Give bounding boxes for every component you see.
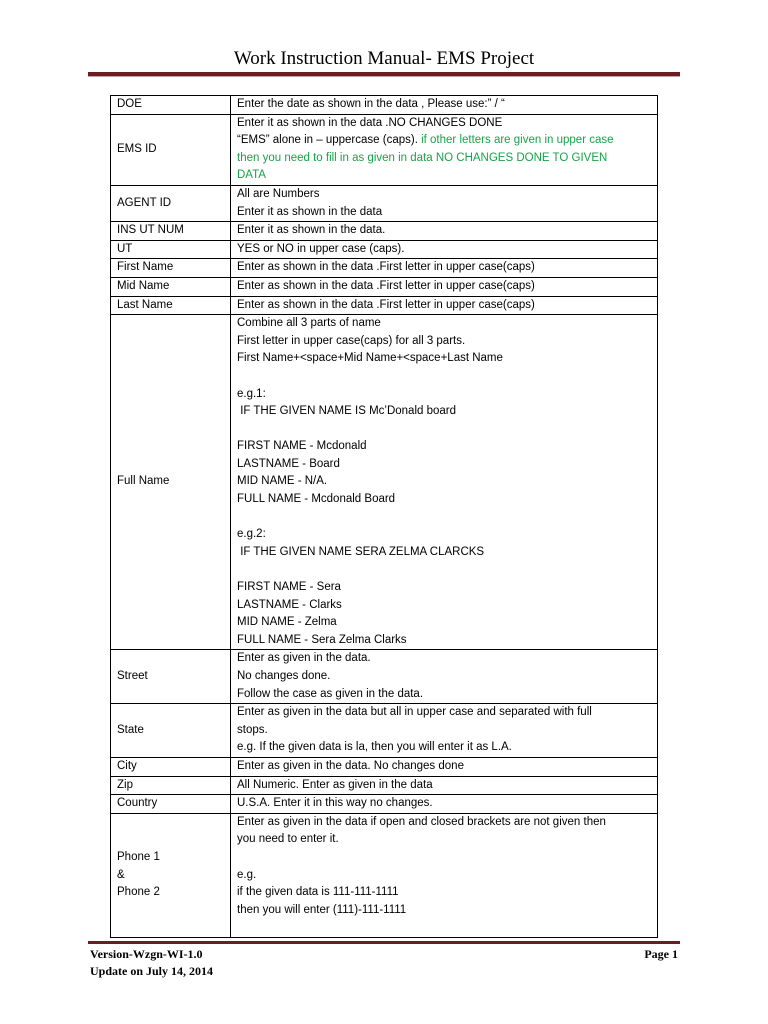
- instruction-text: IF THE GIVEN NAME IS Mc’Donald board: [237, 405, 457, 418]
- instruction-line: [237, 739, 651, 757]
- table-row: [111, 185, 658, 221]
- instruction-text: Enter as given in the data. No changes done: [237, 759, 464, 772]
- field-name: City: [117, 759, 137, 772]
- table-row: [111, 296, 658, 315]
- table-row: [111, 114, 658, 185]
- instruction-line: [237, 456, 651, 474]
- instruction-line: [237, 831, 651, 849]
- field-name-cell: [111, 296, 231, 315]
- instruction-text: e.g.2:: [237, 528, 266, 541]
- instruction-line: [237, 115, 651, 133]
- instruction-cell: [231, 185, 658, 221]
- instruction-line: [237, 315, 651, 333]
- instruction-text: Enter it as shown in the data .NO CHANGES DONE: [237, 116, 503, 129]
- table-row: [111, 277, 658, 296]
- instruction-line: [237, 204, 651, 222]
- instruction-line: [237, 186, 651, 204]
- field-name: DOE: [117, 98, 142, 110]
- footer-page-number: Page 1: [644, 947, 678, 961]
- highlighted-instruction-text: then you need to fill in as given in data NO CHANGES DONE TO GIVEN: [237, 151, 608, 164]
- footer-update-date: Update on July 14, 2014: [90, 964, 214, 978]
- instruction-text: All Numeric. Enter as given in the data: [237, 778, 433, 791]
- instruction-line: [237, 386, 651, 404]
- field-name: Phone 2: [117, 886, 160, 899]
- instruction-line: [237, 491, 651, 509]
- page-title: Work Instruction Manual- EMS Project: [233, 48, 535, 69]
- instruction-line: [237, 132, 651, 150]
- instruction-line: [237, 150, 651, 168]
- instruction-cell: [231, 795, 658, 814]
- instruction-text: FULL NAME - Sera Zelma Clarks: [237, 633, 407, 646]
- instruction-line: [237, 884, 651, 902]
- field-name-cell: [111, 704, 231, 758]
- table-row: [111, 757, 658, 776]
- instruction-cell: [231, 776, 658, 795]
- instruction-cell: [231, 315, 658, 650]
- field-name: Country: [117, 797, 158, 810]
- field-name-cell: [111, 315, 231, 650]
- instruction-text: then you will enter (111)-111-1111: [237, 903, 407, 916]
- instruction-cell: [231, 240, 658, 259]
- table-row: [111, 776, 658, 795]
- instruction-text: All are Numbers: [237, 187, 320, 200]
- instruction-text: First letter in upper case(caps) for all 3 parts.: [237, 334, 466, 347]
- instruction-text: No changes done.: [237, 670, 331, 682]
- table-row: [111, 650, 658, 704]
- instruction-line: [237, 919, 651, 937]
- instruction-text: “EMS” alone in – uppercase (caps).: [237, 134, 422, 147]
- instruction-text: FIRST NAME - Sera: [237, 581, 341, 594]
- table-row: [111, 259, 658, 278]
- title-divider: [88, 72, 680, 77]
- instruction-cell: [231, 757, 658, 776]
- field-name: Zip: [117, 778, 133, 791]
- instruction-text: MID NAME - Zelma: [237, 616, 337, 629]
- instruction-cell: [231, 704, 658, 758]
- instruction-line: [237, 902, 651, 920]
- instruction-line: [237, 259, 651, 277]
- instruction-line: [237, 650, 651, 668]
- table-row: [111, 704, 658, 758]
- instruction-text: IF THE GIVEN NAME SERA ZELMA CLARCKS: [237, 545, 485, 558]
- instruction-text: Combine all 3 parts of name: [237, 317, 381, 330]
- instruction-text: Enter as given in the data.: [237, 652, 371, 665]
- field-name: Last Name: [117, 298, 173, 311]
- field-name-cell: [111, 185, 231, 221]
- table-row: [111, 96, 658, 115]
- instruction-line: [237, 614, 651, 632]
- instruction-text: e.g.1:: [237, 387, 266, 400]
- instruction-text: e.g.: [237, 868, 257, 881]
- instruction-line: [237, 509, 651, 527]
- instruction-cell: [231, 114, 658, 185]
- instruction-line: [237, 704, 651, 722]
- instruction-line: [237, 544, 651, 562]
- field-name-cell: [111, 96, 231, 115]
- instruction-text: Enter the date as shown in the data , Please use:” / “: [237, 98, 505, 110]
- instruction-cell: [231, 813, 658, 937]
- field-name: Full Name: [117, 475, 170, 488]
- instruction-line: [237, 579, 651, 597]
- instruction-line: [237, 167, 651, 185]
- instruction-line: [237, 241, 651, 259]
- instruction-line: [237, 96, 651, 114]
- instruction-cell: [231, 277, 658, 296]
- instruction-line: [237, 350, 651, 368]
- instruction-text: YES or NO in upper case (caps).: [237, 242, 405, 255]
- field-name-cell: [111, 776, 231, 795]
- field-name: INS UT NUM: [117, 224, 184, 237]
- instruction-text: LASTNAME - Board: [237, 457, 340, 470]
- instruction-text: e.g. If the given data is la, then you will enter it as L.A.: [237, 741, 512, 754]
- instruction-cell: [231, 650, 658, 704]
- instruction-text: Enter as shown in the data .First letter in upper case(caps): [237, 279, 535, 292]
- instruction-line: [237, 368, 651, 386]
- instruction-line: [237, 632, 651, 650]
- field-name-cell: [111, 795, 231, 814]
- instruction-text: First Name+<space+Mid Name+<space+Last Name: [237, 352, 503, 365]
- field-name: EMS ID: [117, 142, 157, 155]
- instruction-cell: [231, 222, 658, 241]
- instruction-line: [237, 597, 651, 615]
- field-name: State: [117, 723, 144, 736]
- table-row: [111, 795, 658, 814]
- instruction-table: [110, 95, 658, 938]
- instruction-line: [237, 795, 651, 813]
- instruction-line: [237, 722, 651, 740]
- instruction-table-body: [111, 96, 658, 938]
- instruction-line: [237, 758, 651, 776]
- instruction-line: [237, 473, 651, 491]
- field-name-cell: [111, 222, 231, 241]
- instruction-text: stops.: [237, 723, 268, 736]
- instruction-line: [237, 777, 651, 795]
- instruction-text: Enter it as shown in the data.: [237, 224, 386, 237]
- instruction-text: you need to enter it.: [237, 833, 339, 846]
- instruction-line: [237, 686, 651, 704]
- instruction-line: [237, 297, 651, 315]
- instruction-line: [237, 438, 651, 456]
- instruction-line: [237, 403, 651, 421]
- instruction-text: LASTNAME - Clarks: [237, 598, 342, 611]
- instruction-text: FIRST NAME - Mcdonald: [237, 440, 367, 453]
- highlighted-instruction-text: if other letters are given in upper case: [421, 134, 614, 147]
- instruction-text: FULL NAME - Mcdonald Board: [237, 493, 396, 506]
- instruction-line: [237, 668, 651, 686]
- instruction-text: Enter as shown in the data .First letter in upper case(caps): [237, 261, 535, 274]
- field-name: &: [117, 868, 125, 881]
- instruction-text: MID NAME - N/A.: [237, 475, 328, 488]
- instruction-cell: [231, 96, 658, 115]
- instruction-line: [237, 526, 651, 544]
- field-name-cell: [111, 813, 231, 937]
- field-name: Mid Name: [117, 279, 170, 292]
- instruction-line: [237, 849, 651, 867]
- instruction-line: [237, 278, 651, 296]
- field-name: Phone 1: [117, 850, 160, 863]
- table-row: [111, 222, 658, 241]
- instruction-text: Enter as given in the data if open and closed brackets are not given then: [237, 815, 606, 828]
- field-name-cell: [111, 259, 231, 278]
- field-name: Street: [117, 670, 148, 682]
- table-row: [111, 240, 658, 259]
- field-name: First Name: [117, 261, 174, 274]
- highlighted-instruction-text: DATA: [237, 169, 266, 182]
- instruction-text: U.S.A. Enter it in this way no changes.: [237, 797, 433, 810]
- instruction-line: [237, 814, 651, 832]
- instruction-line: [237, 561, 651, 579]
- field-name-cell: [111, 757, 231, 776]
- instruction-text: Enter as shown in the data .First letter in upper case(caps): [237, 298, 535, 311]
- field-name-cell: [111, 240, 231, 259]
- table-row: [111, 813, 658, 937]
- field-name: UT: [117, 242, 133, 255]
- instruction-line: [237, 867, 651, 885]
- field-name-cell: [111, 277, 231, 296]
- instruction-cell: [231, 296, 658, 315]
- instruction-text: Enter as given in the data but all in upper case and separated with full: [237, 706, 592, 719]
- instruction-line: [237, 333, 651, 351]
- instruction-cell: [231, 259, 658, 278]
- instruction-line: [237, 421, 651, 439]
- footer-divider: [88, 941, 680, 944]
- instruction-text: Enter it as shown in the data: [237, 205, 383, 218]
- instruction-text: Follow the case as given in the data.: [237, 687, 424, 700]
- field-name-cell: [111, 650, 231, 704]
- table-row: [111, 315, 658, 650]
- instruction-line: [237, 222, 651, 240]
- field-name: AGENT ID: [117, 196, 172, 209]
- instruction-text: if the given data is 111-111-1111: [237, 886, 399, 899]
- footer-version: Version-Wzgn-WI-1.0: [90, 947, 203, 961]
- field-name-cell: [111, 114, 231, 185]
